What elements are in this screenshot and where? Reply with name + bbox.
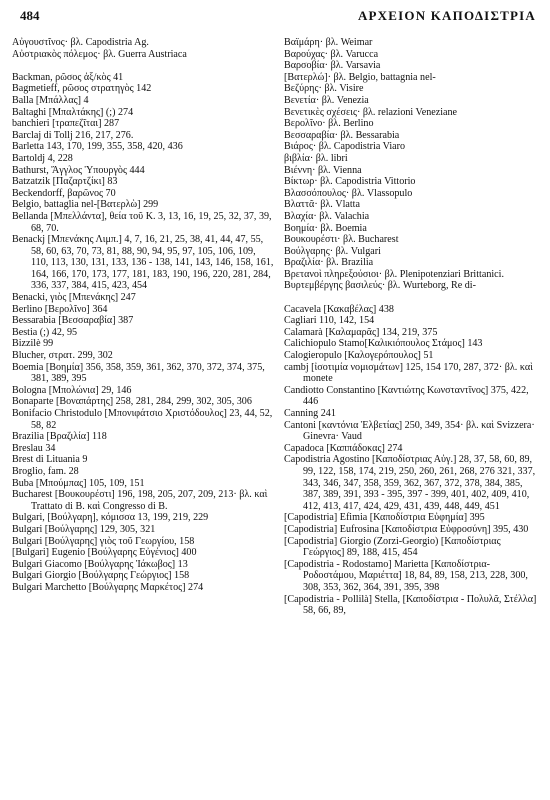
index-entry: Bonaparte [Βοναπάρτης] 258, 281, 284, 299, 302, 305, 306	[12, 396, 252, 408]
page-number: 484	[20, 8, 40, 23]
index-entry: [Βατερλώ]· βλ. Belgio, battagnia nel-	[284, 71, 436, 83]
index-entry: Breslau 34	[12, 442, 56, 454]
index-entry: Barclaj di Tollj 216, 217, 276.	[12, 129, 134, 141]
index-entry: Bulgari [Βούλγαρης] 129, 305, 321	[12, 523, 156, 535]
index-entry: Βυρτεμβέργης βασιλεύς· βλ. Wurteborg, Re di-	[284, 280, 476, 292]
index-entry: Βλαττᾶ· βλ. Vlatta	[284, 199, 360, 211]
index-entry: Βουκουρέστι· βλ. Bucharest	[284, 234, 399, 246]
index-entry: Βενετία· βλ. Venezia	[284, 94, 369, 106]
index-entry: banchieri [τραπεζῖται] 287	[12, 118, 120, 130]
index-entry: Bartoldj 4, 228	[12, 152, 73, 164]
index-entry: Βερολῖνο· βλ. Berlino	[284, 118, 374, 130]
index-entry: Berlino [Βερολῖνο] 364	[12, 303, 108, 315]
index-entry: Canning 241	[284, 408, 336, 419]
index-entry: Blucher, στρατ. 299, 302	[12, 350, 113, 362]
index-entry: Βεσσαραβία· βλ. Bessarabia	[284, 129, 400, 141]
index-entry: [Capodistria - Rodostamo] Marietta [Καποδίστρια-Ροδοστάμου, Μαριέττα] 18, 84, 89, 158, 213, 228, 300, 308, 353, 362, 364, 391, 395, 398	[284, 558, 528, 593]
index-entry: Cacavela [Κακαβέλας] 438	[284, 303, 394, 315]
index-entry: Bulgari, [Βούλγαρη], κόμισσα 13, 199, 219, 229	[12, 512, 209, 524]
index-entry: Broglio, fam. 28	[12, 465, 79, 477]
index-entry: Belgio, battaglia nel-[Βατερλὼ] 299	[12, 199, 159, 211]
index-entry: Cantoni [καντόνια Ἑλβετίας] 250, 349, 354· βλ. καὶ Svizzera· Ginevra· Vaud	[284, 419, 535, 443]
index-entry: Αὐστριακὸς πόλεμος· βλ. Guerra Austriaca	[12, 48, 187, 60]
index-entry: Benackj [Μπενάκης Λιμπ.] 4, 7, 16, 21, 25, 38, 41, 44, 47, 55, 58, 60, 63, 70, 73, 81, 88, 90, 94, 95, 97, 105, 106, 109, 110, 113, 130, 131, 133, 136 - 138, 141, 143, 146, 158, 161, 164, 166, 170, 173, 177, 181, 183, 190, 196, 220, 281, 284, 336, 337, 384, 415, 423, 454	[12, 234, 274, 292]
index-entry: Candiotto Constantino [Καντιώτης Κωνσταντῖνος] 375, 422, 446	[284, 384, 529, 408]
index-entry: Calichiopulo Stamo[Καλικιόπουλος Στάμος] 143	[284, 338, 483, 350]
index-entry: Beckendorff, βαρῶνος 70	[12, 187, 116, 199]
index-entry: Bulgari Marchetto [Βούλγαρης Μαρκέτος] 274	[12, 581, 204, 593]
index-entry: Βεζύρης· βλ. Visire	[284, 83, 364, 95]
index-entry: Βενετικὲς σχέσεις· βλ. relazioni Veneziane	[284, 106, 458, 118]
index-entry: cambj [ἰσοτιμία νομισμάτων] 125, 154 170, 287, 372· βλ. καὶ monete	[284, 361, 533, 385]
index-entry: Bulgari [Βούλγαρης] γιὸς τοῦ Γεωργίου, 158	[12, 535, 195, 547]
index-entry: Βιέννη· βλ. Vienna	[284, 164, 362, 176]
index-entry: Backman, ρῶσος ἀξ/κὸς 41	[12, 71, 124, 83]
index-column-left	[12, 37, 275, 594]
index-entry: Βαρσοβία· βλ. Varsavia	[284, 60, 381, 72]
index-entry: Boemia [Βοημία] 356, 358, 359, 361, 362, 370, 372, 374, 375, 381, 389, 395	[12, 361, 265, 385]
index-entry: Bathurst, Ἄγγλος Ὑπουργὸς 444	[12, 164, 145, 176]
index-entry: Benacki, γιὸς [Μπενάκης] 247	[12, 292, 136, 304]
index-entry: Βαϊμάρη· βλ. Weimar	[284, 37, 373, 48]
index-entry: Calamarà [Καλαμαρᾶς] 134, 219, 375	[284, 326, 438, 338]
index-entry: Bizzilè 99	[12, 338, 54, 350]
index-entry: [Capodistria] Giorgio (Zorzi-Georgio) [Καποδίστριας Γεώργιος] 89, 188, 415, 454	[284, 535, 501, 559]
index-entry: Baltaghi [Μπαλτάκης] (;) 274	[12, 106, 134, 118]
index-entry: [Bulgari] Eugenio [Βούλγαρης Εὐγένιος] 400	[12, 547, 197, 559]
index-entry: [Capodistria] Eufrosina [Καποδίστρια Εὐφροσύνη] 395, 430	[284, 523, 529, 535]
index-entry: Bessarabia [Βεσσαραβία] 387	[12, 315, 134, 327]
index-entry: Batzatzik [Παζαρτζίκι] 83	[12, 176, 118, 188]
index-entry: Barletta 143, 170, 199, 355, 358, 420, 436	[12, 141, 183, 153]
index-entry: Βρετανοὶ πληρεξούσιοι· βλ. Plenipotenziari Brittanici.	[284, 268, 504, 280]
index-entry: Βλασσόπουλος· βλ. Vlassopulo	[284, 187, 413, 199]
index-entry: Bonifacio Christodulo [Μπονιφάτσιο Χριστόδουλος] 23, 44, 52, 58, 82	[12, 408, 273, 431]
index-entry: Brest di Lituania 9	[12, 454, 88, 466]
index-entry: Bestia (;) 42, 95	[12, 326, 78, 338]
index-entry: Βραζιλία· βλ. Brazilia	[284, 257, 374, 269]
index-entry: Bologna [Μπολώνια] 29, 146	[12, 384, 132, 396]
index-entry: Balla [Μπάλλας] 4	[12, 94, 89, 106]
index-entry: Bagmetieff, ρῶσος στρατηγὸς 142	[12, 83, 152, 95]
index-entry: Cagliari 110, 142, 154	[284, 315, 375, 327]
index-entry: Calogieropulo [Καλογερόπουλος] 51	[284, 350, 434, 362]
index-entry: Capadoca [Καππάδοκας] 274	[284, 442, 403, 454]
index-entry: Bulgari Giorgio [Βούλγαρης Γεώργιος] 158	[12, 570, 190, 582]
running-head-title: ΑΡΧΕΙΟΝ ΚΑΠΟΔΙΣΤΡΙΑ	[357, 8, 536, 23]
index-entry: Βλαχία· βλ. Valachia	[284, 210, 370, 222]
index-entry: βιβλία· βλ. libri	[284, 152, 348, 164]
index-entry: Capodistria Agostino [Καποδίστριας Αὐγ.] 28, 37, 58, 60, 89, 99, 122, 158, 174, 219, 250, 260, 261, 268, 276 321, 337, 343, 346, 347, 358, 359, 362, 367, 372, 378, 384, 385, 387, 389, 391, 393 - 395, 397 - 399, 401, 402, 409, 410, 412, 413, 417, 424, 429, 431, 439, 448, 449, 451	[284, 454, 536, 512]
index-entry: Βούλγαρης· βλ. Vulgari	[284, 245, 381, 257]
index-entry: Bellanda [Μπελλάντα], θεία τοῦ Κ. 3, 13, 16, 19, 25, 32, 37, 39, 68, 70.	[12, 210, 272, 234]
index-entry: Βιάρος· βλ. Capodistria Viaro	[284, 141, 406, 153]
index-column-right	[284, 37, 542, 617]
index-entry: Αὐγουστῖνος· βλ. Capodistria Ag.	[12, 37, 149, 48]
index-entry: Bucharest [Βουκουρέστι] 196, 198, 205, 207, 209, 213· βλ. καὶ Trattato di B. καὶ Congresso di B.	[12, 489, 268, 512]
index-entry: Βίκτωρ· βλ. Capodistria Vittorio	[284, 176, 416, 188]
index-entry: [Capodistria - Pollilà] Stella, [Καποδίστρια - Πολυλᾶ, Στέλλα] 58, 66, 89,	[284, 593, 537, 617]
index-entry: [Capodistria] Efimia [Καποδίστρια Εὐφημία] 395	[284, 512, 485, 524]
index-entry: Βοημία· βλ. Boemia	[284, 222, 367, 234]
index-entry: Brazilia [Βραζιλία] 118	[12, 431, 107, 443]
index-entry: Bulgari Giacomo [Βούλγαρης Ἰάκωβος] 13	[12, 558, 188, 570]
index-entry: Βαρούχας· βλ. Varucca	[284, 48, 379, 60]
index-entry: Buba [Μπούμπας] 105, 109, 151	[12, 477, 145, 489]
